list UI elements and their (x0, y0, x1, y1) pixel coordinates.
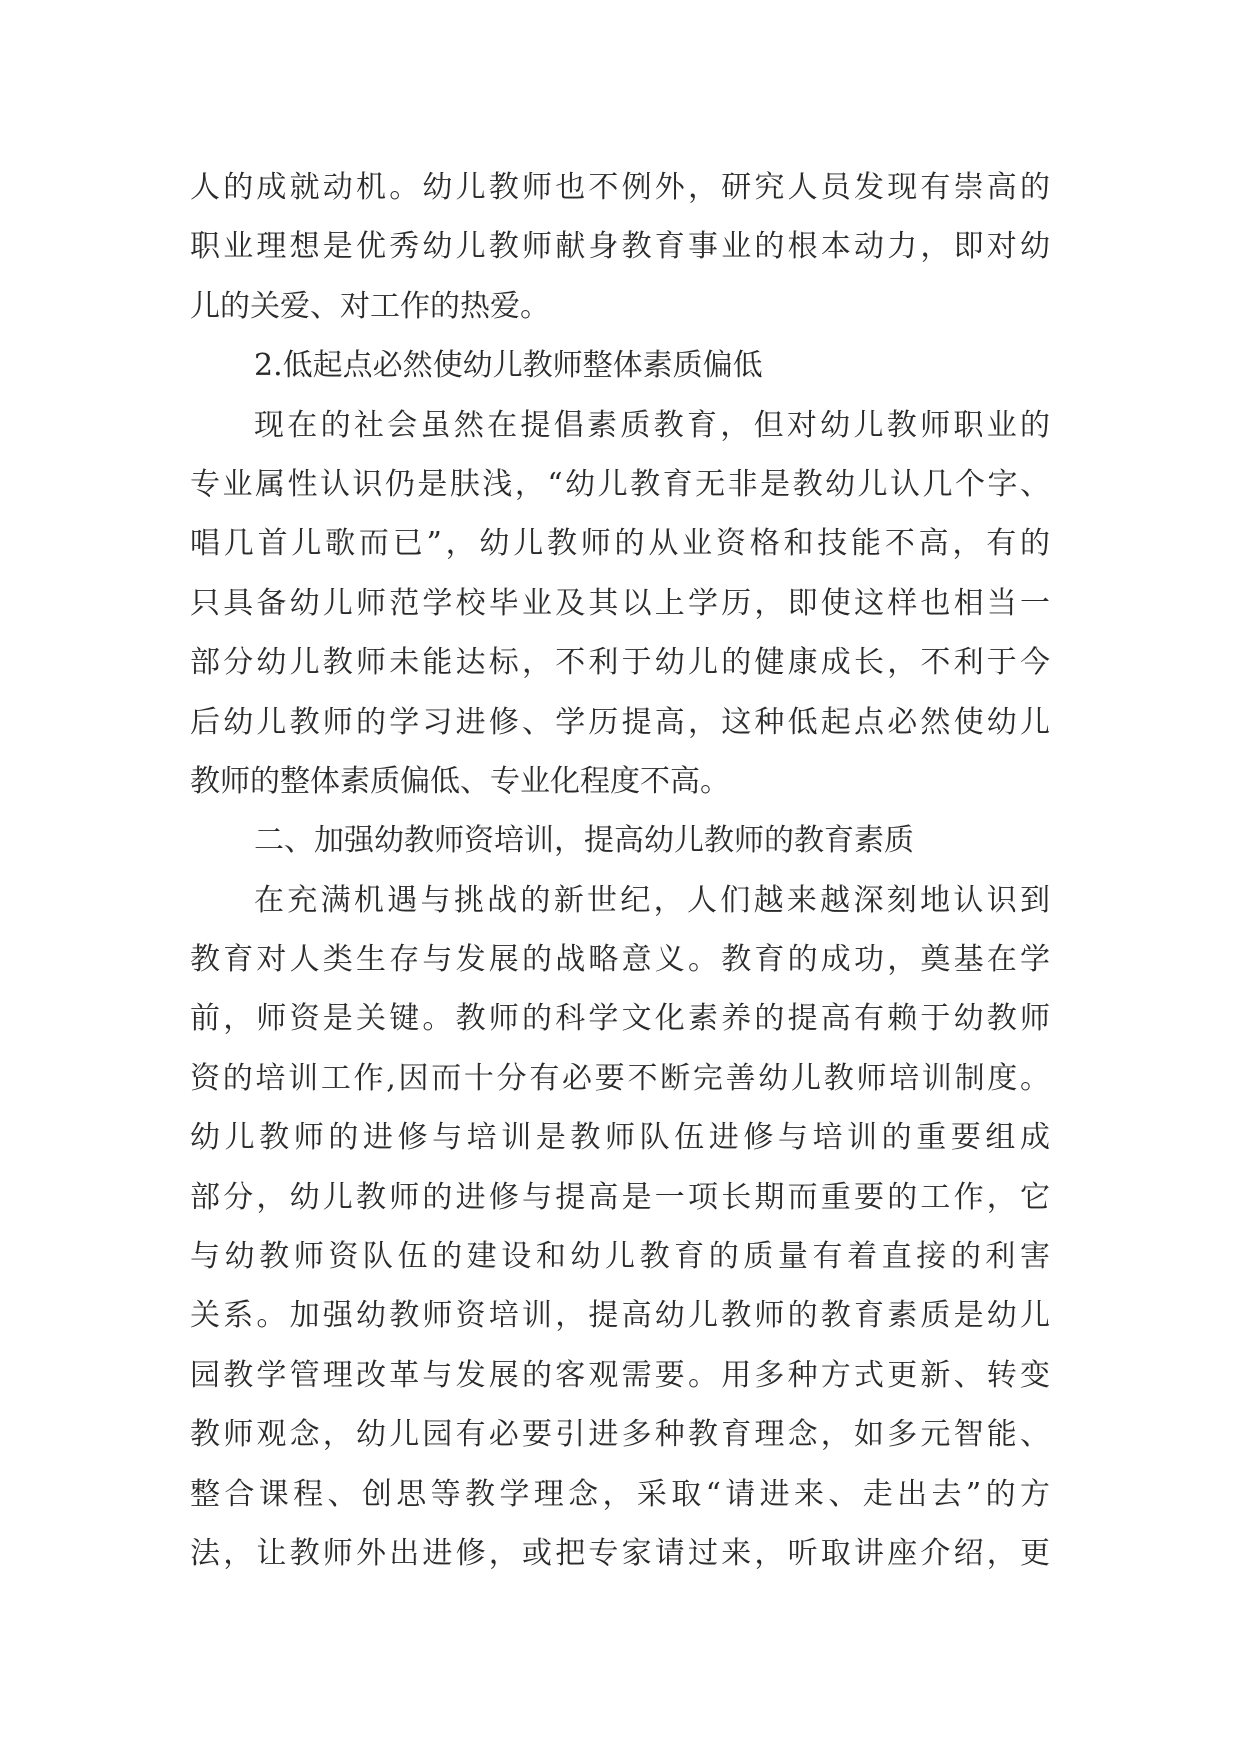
section-heading: 2.低起点必然使幼儿教师整体素质偏低 (254, 348, 763, 384)
paragraph-line: 教师观念，幼儿园有必要引进多种教育理念，如多元智能、 (190, 1417, 1050, 1453)
paragraph-line: 人的成就动机。幼儿教师也不例外，研究人员发现有崇高的 (190, 170, 1050, 205)
paragraph-line: 与幼教师资队伍的建设和幼儿教育的质量有着直接的利害 (190, 1239, 1050, 1275)
paragraph-line: 法，让教师外出进修，或把专家请过来，听取讲座介绍，更 (190, 1535, 1050, 1571)
paragraph-line: 后幼儿教师的学习进修、学历提高，这种低起点必然使幼儿 (190, 704, 1050, 740)
paragraph-line: 部分，幼儿教师的进修与提高是一项长期而重要的工作，它 (190, 1179, 1050, 1215)
paragraph-line: 唱几首儿歌而已”，幼儿教师的从业资格和技能不高，有的 (190, 526, 1050, 562)
paragraph-line: 教师的整体素质偏低、专业化程度不高。 (190, 763, 730, 799)
paragraph-line: 职业理想是优秀幼儿教师献身教育事业的根本动力，即对幼 (190, 229, 1050, 265)
paragraph-line: 在充满机遇与挑战的新世纪，人们越来越深刻地认识到 (254, 882, 1050, 918)
paragraph-line: 儿的关爱、对工作的热爱。 (190, 288, 550, 324)
paragraph-line: 现在的社会虽然在提倡素质教育，但对幼儿教师职业的 (254, 407, 1050, 443)
document-body (190, 158, 1050, 1583)
paragraph-line: 资的培训工作,因而十分有必要不断完善幼儿教师培训制度。 (190, 1060, 1050, 1096)
paragraph-line: 整合课程、创思等教学理念，采取“请进来、走出去”的方 (190, 1476, 1050, 1512)
paragraph-line: 只具备幼儿师范学校毕业及其以上学历，即使这样也相当一 (190, 585, 1050, 621)
paragraph-line: 关系。加强幼教师资培训，提高幼儿教师的教育素质是幼儿 (190, 1298, 1050, 1334)
paragraph-line: 专业属性认识仍是肤浅，“幼儿教育无非是教幼儿认几个字、 (190, 466, 1050, 502)
paragraph-line: 前，师资是关键。教师的科学文化素养的提高有赖于幼教师 (190, 1001, 1050, 1037)
paragraph-line: 部分幼儿教师未能达标，不利于幼儿的健康成长，不利于今 (190, 645, 1050, 681)
paragraph-line: 教育对人类生存与发展的战略意义。教育的成功，奠基在学 (190, 942, 1050, 978)
section-heading: 二、加强幼教师资培训，提高幼儿教师的教育素质 (254, 823, 914, 859)
paragraph-line: 园教学管理改革与发展的客观需要。用多种方式更新、转变 (190, 1357, 1050, 1393)
paragraph-line: 幼儿教师的进修与培训是教师队伍进修与培训的重要组成 (190, 1120, 1050, 1156)
